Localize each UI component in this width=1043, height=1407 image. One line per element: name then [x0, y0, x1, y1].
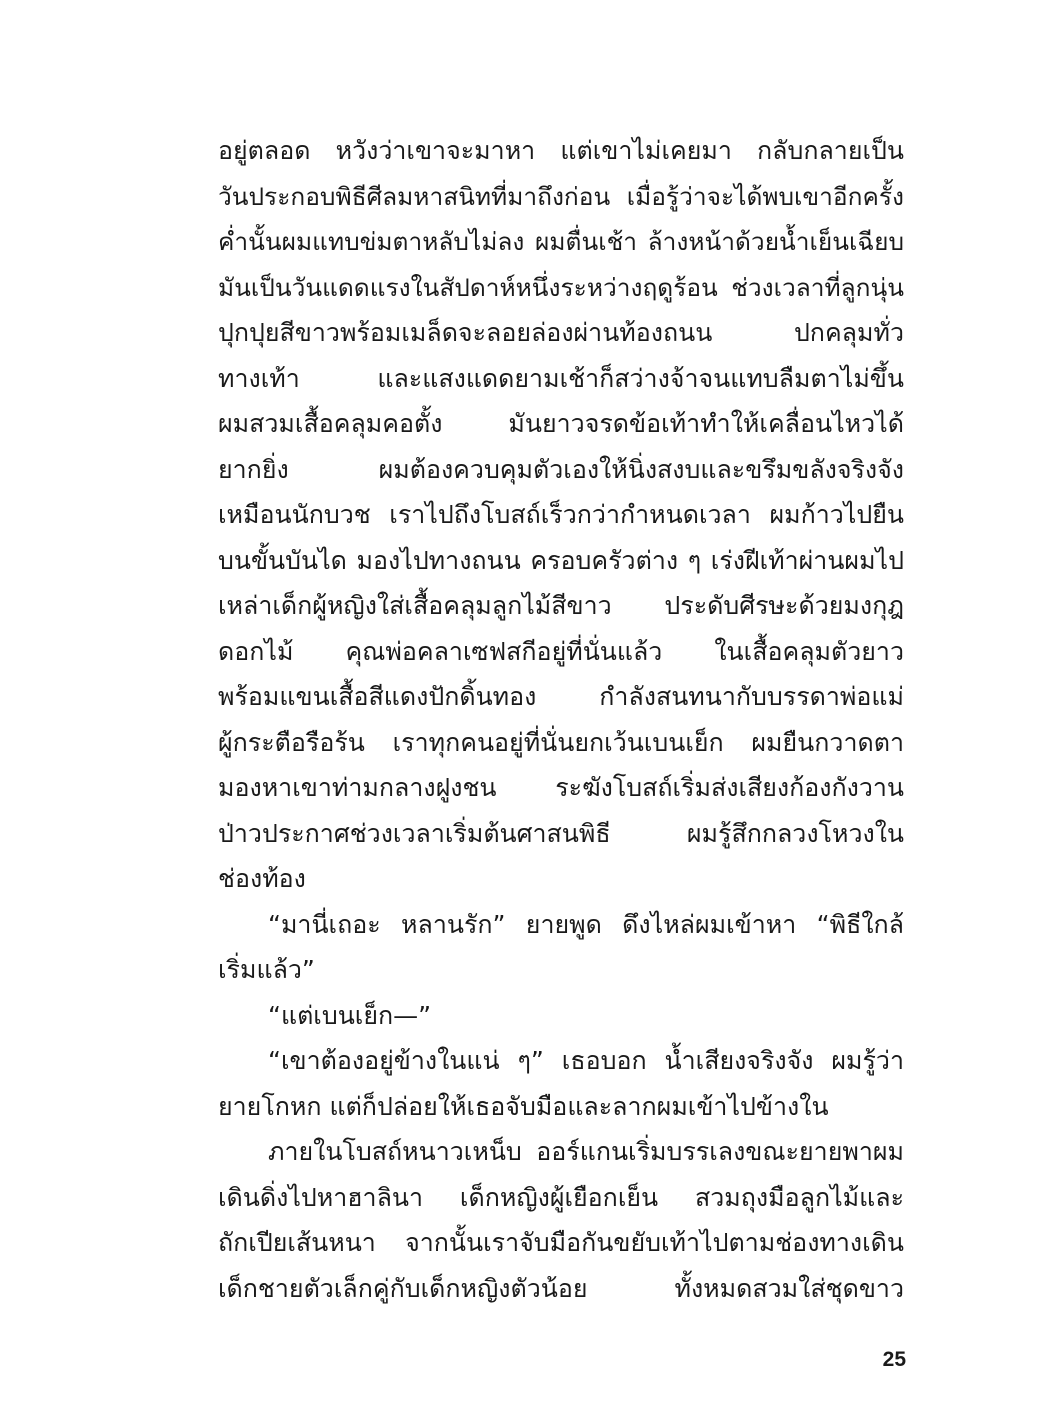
text-line: พร้อมแขนเสื้อสีแดงปักดิ้นทอง กำลังสนทนากับบรรดาพ่อแม่	[218, 682, 904, 711]
text-line: ทางเท้า และแสงแดดยามเช้าก็สว่างจ้าจนแทบลืมตาไม่ขึ้น	[218, 363, 904, 393]
text-line: ค่ำนั้นผมแทบข่มตาหลับไม่ลง ผมตื่นเช้า ล้างหน้าด้วยน้ำเย็นเฉียบ	[218, 227, 904, 256]
text-line: เหมือนนักบวช เราไปถึงโบสถ์เร็วกว่ากำหนดเวลา ผมก้าวไปยืน	[218, 500, 904, 529]
text-line: ยากยิ่ง ผมต้องควบคุมตัวเองให้นิ่งสงบและขรึมขลังจริงจัง	[218, 454, 904, 484]
text-line: มันเป็นวันแดดแรงในสัปดาห์หนึ่งระหว่างฤดูร้อน ช่วงเวลาที่ลูกนุ่น	[218, 272, 904, 302]
text-line: ปุกปุยสีขาวพร้อมเมล็ดจะลอยล่องผ่านท้องถนน ปกคลุมทั่ว	[218, 318, 904, 347]
text-line: ภายในโบสถ์หนาวเหน็บ ออร์แกนเริ่มบรรเลงขณะยายพาผม	[268, 1137, 904, 1166]
text-line: ผู้กระตือรือร้น เราทุกคนอยู่ที่นั่นยกเว้นเบนเย็ก ผมยืนกวาดตา	[218, 727, 904, 757]
text-line: ช่องท้อง	[218, 864, 306, 893]
text-line: บนขั้นบันได มองไปทางถนน ครอบครัวต่าง ๆ เร่งฝีเท้าผ่านผมไป	[218, 545, 904, 575]
text-line: เด็กชายตัวเล็กคู่กับเด็กหญิงตัวน้อย ทั้งหมดสวมใส่ชุดขาว	[218, 1273, 904, 1303]
text-line: ผมสวมเสื้อคลุมคอตั้ง มันยาวจรดข้อเท้าทำให้เคลื่อนไหวได้	[218, 409, 904, 438]
text-line: ป่าวประกาศช่วงเวลาเริ่มต้นศาสนพิธี ผมรู้สึกกลวงโหวงใน	[218, 818, 904, 848]
text-line: ดอกไม้ คุณพ่อคลาเซฟสกีอยู่ที่นั่นแล้ว ในเสื้อคลุมตัวยาว	[218, 636, 904, 666]
body-text	[218, 128, 904, 1311]
text-line: “เขาต้องอยู่ข้างในแน่ ๆ” เธอบอก น้ำเสียงจริงจัง ผมรู้ว่า	[268, 1046, 904, 1075]
text-line: เดินดิ่งไปหาฮาลินา เด็กหญิงผู้เยือกเย็น สวมถุงมือลูกไม้และ	[218, 1182, 904, 1212]
text-line: ยายโกหก แต่ก็ปล่อยให้เธอจับมือและลากผมเข้าไปข้างใน	[218, 1091, 829, 1121]
text-line: เริ่มแล้ว”	[218, 955, 315, 984]
text-line: อยู่ตลอด หวังว่าเขาจะมาหา แต่เขาไม่เคยมา กลับกลายเป็น	[218, 136, 904, 165]
text-line: วันประกอบพิธีศีลมหาสนิทที่มาถึงก่อน เมื่อรู้ว่าจะได้พบเขาอีกครั้ง	[218, 181, 904, 211]
text-line: “มานี่เถอะ หลานรัก” ยายพูด ดึงไหล่ผมเข้าหา “พิธีใกล้	[268, 909, 904, 939]
text-line: เหล่าเด็กผู้หญิงใส่เสื้อคลุมลูกไม้สีขาว ประดับศีรษะด้วยมงกุฎ	[218, 591, 904, 620]
text-line: มองหาเขาท่ามกลางฝูงชน ระฆังโบสถ์เริ่มส่งเสียงก้องกังวาน	[218, 773, 904, 802]
text-line: ถักเปียเส้นหนา จากนั้นเราจับมือกันขยับเท้าไปตามช่องทางเดิน	[218, 1228, 904, 1257]
text-line: “แต่เบนเย็ก—”	[268, 1000, 432, 1030]
page-number: 25	[882, 1348, 906, 1371]
